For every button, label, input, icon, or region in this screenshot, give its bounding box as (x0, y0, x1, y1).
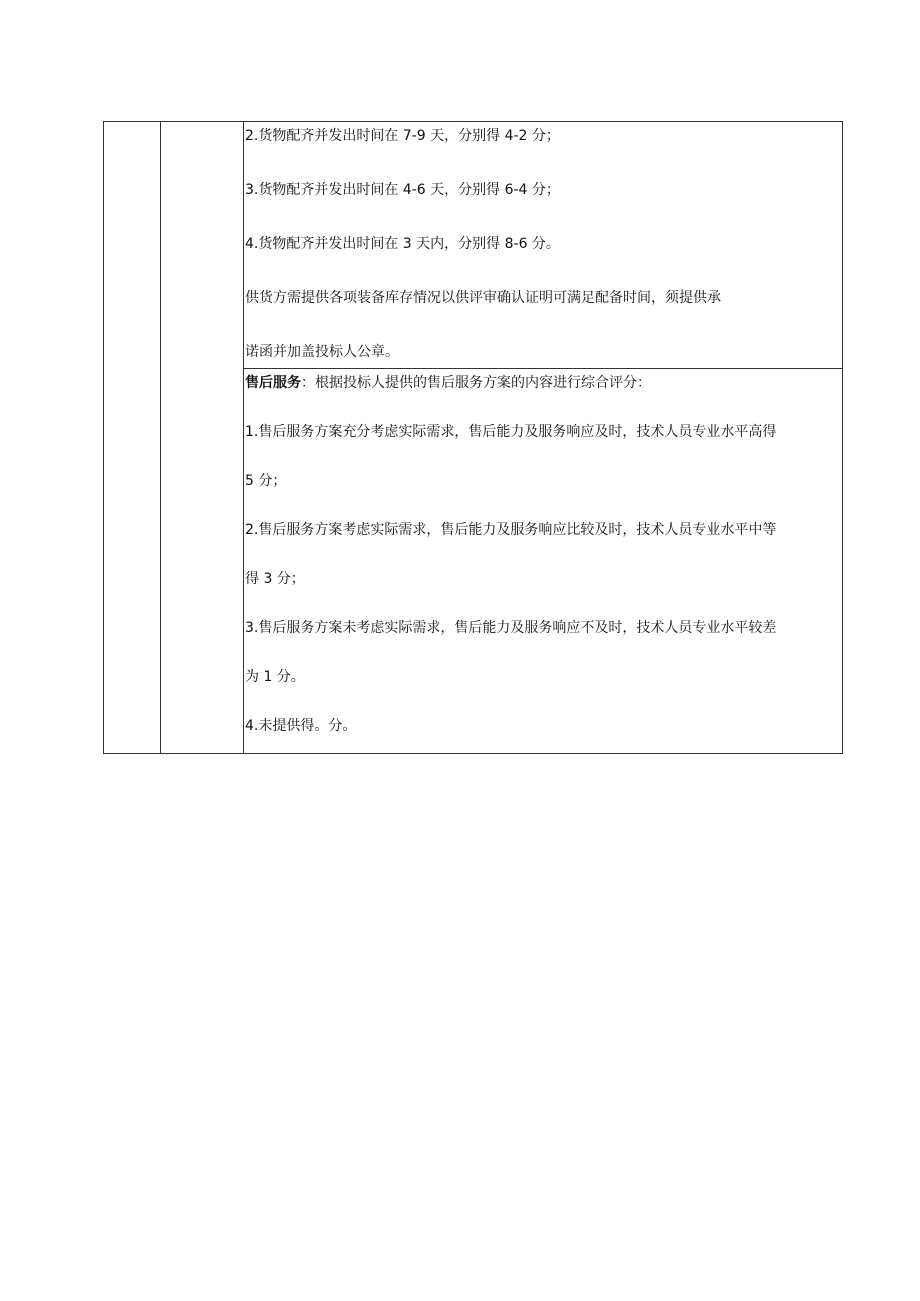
after-sales-criteria-cell (244, 369, 843, 754)
delivery-criteria-text (244, 122, 842, 368)
delivery-note-line-1: 供货方需提供各项装备库存情况以供评审确认证明可满足配备时间，须提供承 (245, 290, 721, 306)
delivery-line-4: 4.货物配齐并发出时间在 3 天内，分别得 8-6 分。 (245, 236, 560, 252)
delivery-line-2: 2.货物配齐并发出时间在 7-9 天，分别得 4-2 分； (245, 128, 560, 144)
after-sales-line-4: 4.未提供得。分。 (245, 718, 357, 734)
after-sales-intro-text: ：根据投标人提供的售后服务方案的内容进行综合评分： (301, 375, 651, 391)
after-sales-line-1a: 1.售后服务方案充分考虑实际需求，售后能力及服务响应及时，技术人员专业水平高得 (245, 424, 777, 440)
table-row (104, 122, 843, 369)
blank-cell-subitem (161, 122, 244, 754)
after-sales-intro (245, 373, 840, 393)
after-sales-line-2a: 2.售后服务方案考虑实际需求，售后能力及服务响应比较及时，技术人员专业水平中等 (245, 522, 777, 538)
after-sales-line-1b: 5 分； (245, 473, 287, 489)
after-sales-heading: 售后服务 (245, 375, 301, 391)
delivery-criteria-cell (244, 122, 843, 369)
after-sales-criteria-text (244, 369, 842, 742)
after-sales-line-3a: 3.售后服务方案未考虑实际需求，售后能力及服务响应不及时，技术人员专业水平较差 (245, 620, 777, 636)
scoring-table (103, 121, 843, 754)
after-sales-line-2b: 得 3 分； (245, 571, 305, 587)
after-sales-line-3b: 为 1 分。 (245, 669, 305, 685)
delivery-line-3: 3.货物配齐并发出时间在 4-6 天，分别得 6-4 分； (245, 182, 560, 198)
delivery-note-line-2: 诺函并加盖投标人公章。 (245, 344, 399, 360)
blank-cell-category (104, 122, 161, 754)
